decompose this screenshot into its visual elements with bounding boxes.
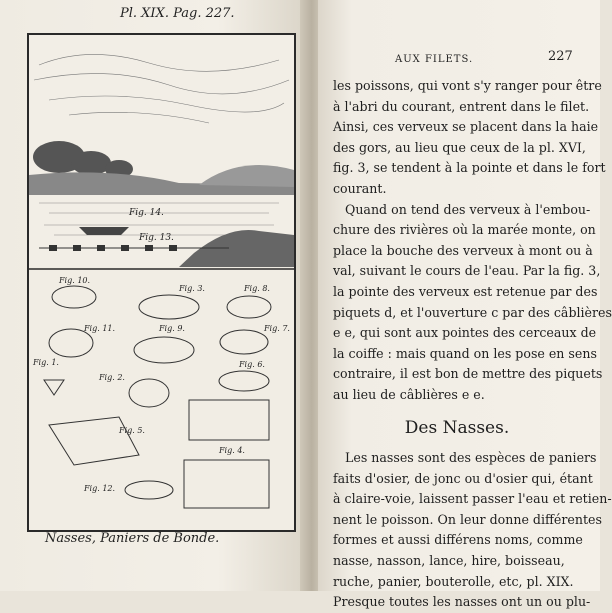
running-head: AUX FILETS.: [395, 54, 474, 65]
text-line: contraire, il est bon de mettre des piquets: [333, 366, 603, 382]
text-line: place la bouche des verveux à mont ou à: [333, 242, 593, 258]
text-line: faits d'osier, de jonc ou d'osier qui, étant: [333, 470, 593, 486]
text-line: courant.: [333, 180, 387, 196]
text-line: des gors, au lieu que ceux de la pl. XVI,: [333, 139, 586, 155]
plate-header: Pl. XIX. Pag. 227.: [120, 6, 235, 21]
fig-3-label: Fig. 3.: [179, 284, 205, 293]
text-line: les poissons, qui vont s'y ranger pour être: [333, 78, 602, 93]
left-page: [0, 0, 312, 591]
text-line: piquets d, et l'ouverture c par des câblières: [333, 304, 612, 320]
fig-9-label: Fig. 9.: [159, 324, 185, 333]
text-line: nent le poisson. On leur donne différentes: [333, 511, 602, 527]
text-line: Les nasses sont des espèces de paniers: [345, 450, 597, 466]
plate-caption: Nasses, Paniers de Bonde.: [45, 531, 220, 546]
page-number: 227: [548, 49, 573, 64]
fig-2-label: Fig. 2.: [99, 373, 125, 382]
text-line: e e, qui sont aux pointes des cerceaux de: [333, 325, 597, 341]
fig-7-label: Fig. 7.: [264, 324, 290, 333]
fig-10-label: Fig. 10.: [59, 276, 91, 285]
fig-12-label: Fig. 12.: [84, 484, 116, 493]
text-line: chure des rivières où la marée monte, on: [333, 222, 596, 238]
plate-illustration: [29, 35, 294, 530]
text-line: à claire-voie, laissent passer l'eau et retien-: [333, 491, 612, 507]
text-line: la coiffe : mais quand on les pose en sens: [333, 345, 597, 361]
text-line: Quand on tend des verveux à l'embou-: [345, 201, 591, 217]
text-line: formes et aussi différens noms, comme: [333, 532, 583, 548]
fig-8-label: Fig. 8.: [244, 284, 270, 293]
fig-6-label: Fig. 6.: [239, 360, 265, 369]
fig-14-label: Fig. 14.: [129, 208, 164, 218]
section-title: Des Nasses.: [404, 417, 510, 438]
text-line: au lieu de câblières e e.: [333, 386, 485, 402]
text-line: Ainsi, ces verveux se placent dans la haie: [333, 119, 599, 135]
text-line: nasse, nasson, lance, hire, boisseau,: [333, 553, 565, 569]
fig-4-label: Fig. 4.: [219, 446, 245, 455]
text-line: ruche, panier, bouterolle, etc, pl. XIX.: [333, 573, 574, 589]
fig-5-label: Fig. 5.: [119, 426, 145, 435]
body-text: [333, 76, 612, 613]
text-line: fig. 3, se tendent à la pointe et dans le fort: [333, 160, 606, 176]
text-line: val, suivant le cours de l'eau. Par la fig. 3,: [333, 263, 601, 279]
basket-specimens: [44, 286, 271, 508]
boat: [79, 227, 129, 235]
fig-11-label: Fig. 11.: [84, 324, 116, 333]
fig-1-label: Fig. 1.: [33, 358, 59, 367]
text-line: à l'abri du courant, entrent dans le filet.: [333, 98, 590, 114]
text-line: la pointe des verveux est retenue par des: [333, 283, 598, 299]
fig-13-label: Fig. 13.: [139, 233, 174, 243]
engraved-plate: [27, 33, 296, 532]
text-line: Presque toutes les nasses ont un ou plu-: [333, 594, 591, 610]
